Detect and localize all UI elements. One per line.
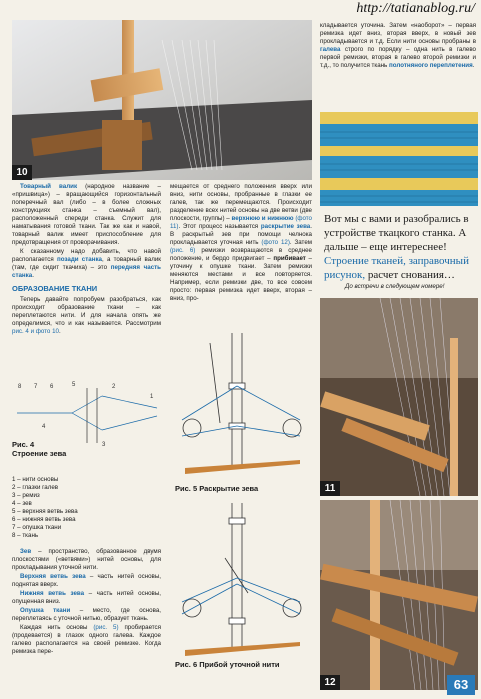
figure-5-diagram bbox=[170, 328, 312, 478]
photo-11-number: 11 bbox=[320, 481, 340, 496]
figure-5-caption: Рис. 5 Раскрытие зева bbox=[175, 484, 259, 493]
fig4-label-3: 3 bbox=[102, 442, 106, 448]
weft-beating-diagram bbox=[170, 498, 312, 658]
blog-url: http://tatianablog.ru/ bbox=[356, 1, 475, 16]
sign-off: До встречи в следующем номере! bbox=[345, 283, 445, 290]
def-shed: Зев – пространство, образованное двумя плоскостями («ветвями») нитей основы, для прокладывания уточной нити. bbox=[12, 548, 161, 571]
definitions-text bbox=[12, 548, 161, 657]
def-lower-branch: Нижняя ветвь зева – часть нитей основы, опущенная вниз. bbox=[12, 590, 161, 605]
def-fell: Опушка ткани – место, где основа, переплетаясь с уточной нитью, образует ткань. bbox=[12, 607, 161, 622]
column-3-top-text bbox=[320, 22, 476, 71]
column-1-text bbox=[12, 183, 161, 337]
fig4-label-1: 1 bbox=[150, 394, 154, 400]
fig4-label-2: 2 bbox=[112, 384, 116, 390]
legend-item: 6 – нижняя ветвь зева bbox=[12, 516, 76, 523]
conclusion-text: Вот мы с вами и разобрались в устройстве ткацкого станка. А дальше – еще интереснее! Строение тканей, заправочный рисунок, расчет снования… bbox=[324, 213, 469, 281]
photo-12-number: 12 bbox=[320, 675, 340, 690]
paragraph-intro: Теперь давайте попробуем разобраться, как происходит образование ткани – как переплетаются нити. И для начала опять же определимся, что и как называется. Рассмотрим рис. 4 и фото 10. bbox=[12, 296, 161, 335]
paragraph-shed-opening: мещается от среднего положения вверх или вниз, нити основы, пробранные в глазки ее галев, так же перемещаются. Происходит разделение всех нитей основы на две ветви (две плоскости, группы) – верхнюю и нижнюю (фото 11). Этот процесс называется раскрытие зева. В раскрытый зев при помощи челнока прокладывается уточная нить (фото 12). Затем (рис. 6) ремизки возвращаются в среднее положение, и бердо придвигает – прибивает – уточину к опушке ткани. Затем ремизки меняются местами и все повторяется. Например, если ремизки две, то все совсем просто: первая ремизка идет вверх, вторая – вниз, про- bbox=[170, 183, 313, 302]
loom-photo-10-image bbox=[12, 20, 312, 180]
shed-structure-diagram bbox=[12, 378, 161, 448]
figure-4-subtitle: Строение зева bbox=[12, 449, 67, 458]
plain-weave-fabric-image bbox=[320, 112, 478, 206]
def-heddle: Каждая нить основы (рис. 5) пробирается (продевается) в глазок одного галева. Каждое галево располагается на своей ремизке. Когда ремизка пере- bbox=[12, 624, 162, 655]
photo-10 bbox=[12, 20, 312, 180]
shed-opening-diagram bbox=[170, 328, 312, 478]
figure-4-caption bbox=[12, 440, 72, 458]
paragraph-product-roller: Товарный валик (народное название – «пришвица») – вращающийся горизонтальный поперечный вал (либо – в более сложных конструкциях станка – съемный вал), расположенный спереди станка. Служит для наматывания готовой ткани. Так же как и навой, товарный валик имеет приспособление для предотвращения от проворачивания. bbox=[12, 183, 161, 246]
column-2-text bbox=[170, 183, 312, 304]
loom-photo-12-image bbox=[320, 500, 478, 690]
legend-item: 1 – нити основы bbox=[12, 476, 59, 483]
loom-photo-11-image bbox=[320, 298, 478, 496]
photo-11 bbox=[320, 298, 478, 496]
paragraph-loom-orientation: К сказанному надо добавить, что навой располагается позади станка, а товарный валик (там, где сидит ткачиха) – это передняя часть станка. bbox=[12, 248, 161, 279]
page-number: 63 bbox=[447, 675, 475, 695]
legend-item: 5 – верхняя ветвь зева bbox=[12, 508, 78, 515]
legend-item: 3 – ремиз bbox=[12, 492, 40, 499]
legend-item: 8 – ткань bbox=[12, 532, 39, 539]
legend-item: 4 – зев bbox=[12, 500, 32, 507]
photo-12 bbox=[320, 500, 478, 690]
legend-item: 2 – глазки галев bbox=[12, 484, 59, 491]
legend-item: 7 – опушка ткани bbox=[12, 524, 62, 531]
photo-10-number: 10 bbox=[12, 165, 32, 180]
fig4-label-7: 7 bbox=[34, 384, 38, 390]
figure-4-title: Рис. 4 bbox=[12, 440, 35, 449]
figure-4-diagram bbox=[12, 378, 161, 448]
fig4-label-4: 4 bbox=[42, 424, 46, 430]
fig4-label-8: 8 bbox=[18, 384, 22, 390]
fabric-image bbox=[320, 112, 478, 206]
paragraph-plain-weave: кладывается уточина. Затем «наоборот» – первая ремизка идет вниз, вторая вверх, в новый зев прокладывается и т.д. Если нити основы пробраны в галева строго по порядку – одна нить в галево первой ремизки, вторая в галево второй ремизки и т.д., то получится ткань полотняного переплетения. bbox=[320, 22, 476, 69]
figure-6-diagram bbox=[170, 498, 312, 658]
fig4-label-6: 6 bbox=[50, 384, 54, 390]
figure-4-legend bbox=[12, 476, 161, 540]
fig4-label-5: 5 bbox=[72, 382, 76, 388]
def-upper-branch: Верхняя ветвь зева – часть нитей основы, поднятая вверх. bbox=[12, 573, 161, 588]
section-heading: ОБРАЗОВАНИЕ ТКАНИ bbox=[12, 284, 98, 293]
figure-6-caption: Рис. 6 Прибой уточной нити bbox=[175, 660, 280, 669]
